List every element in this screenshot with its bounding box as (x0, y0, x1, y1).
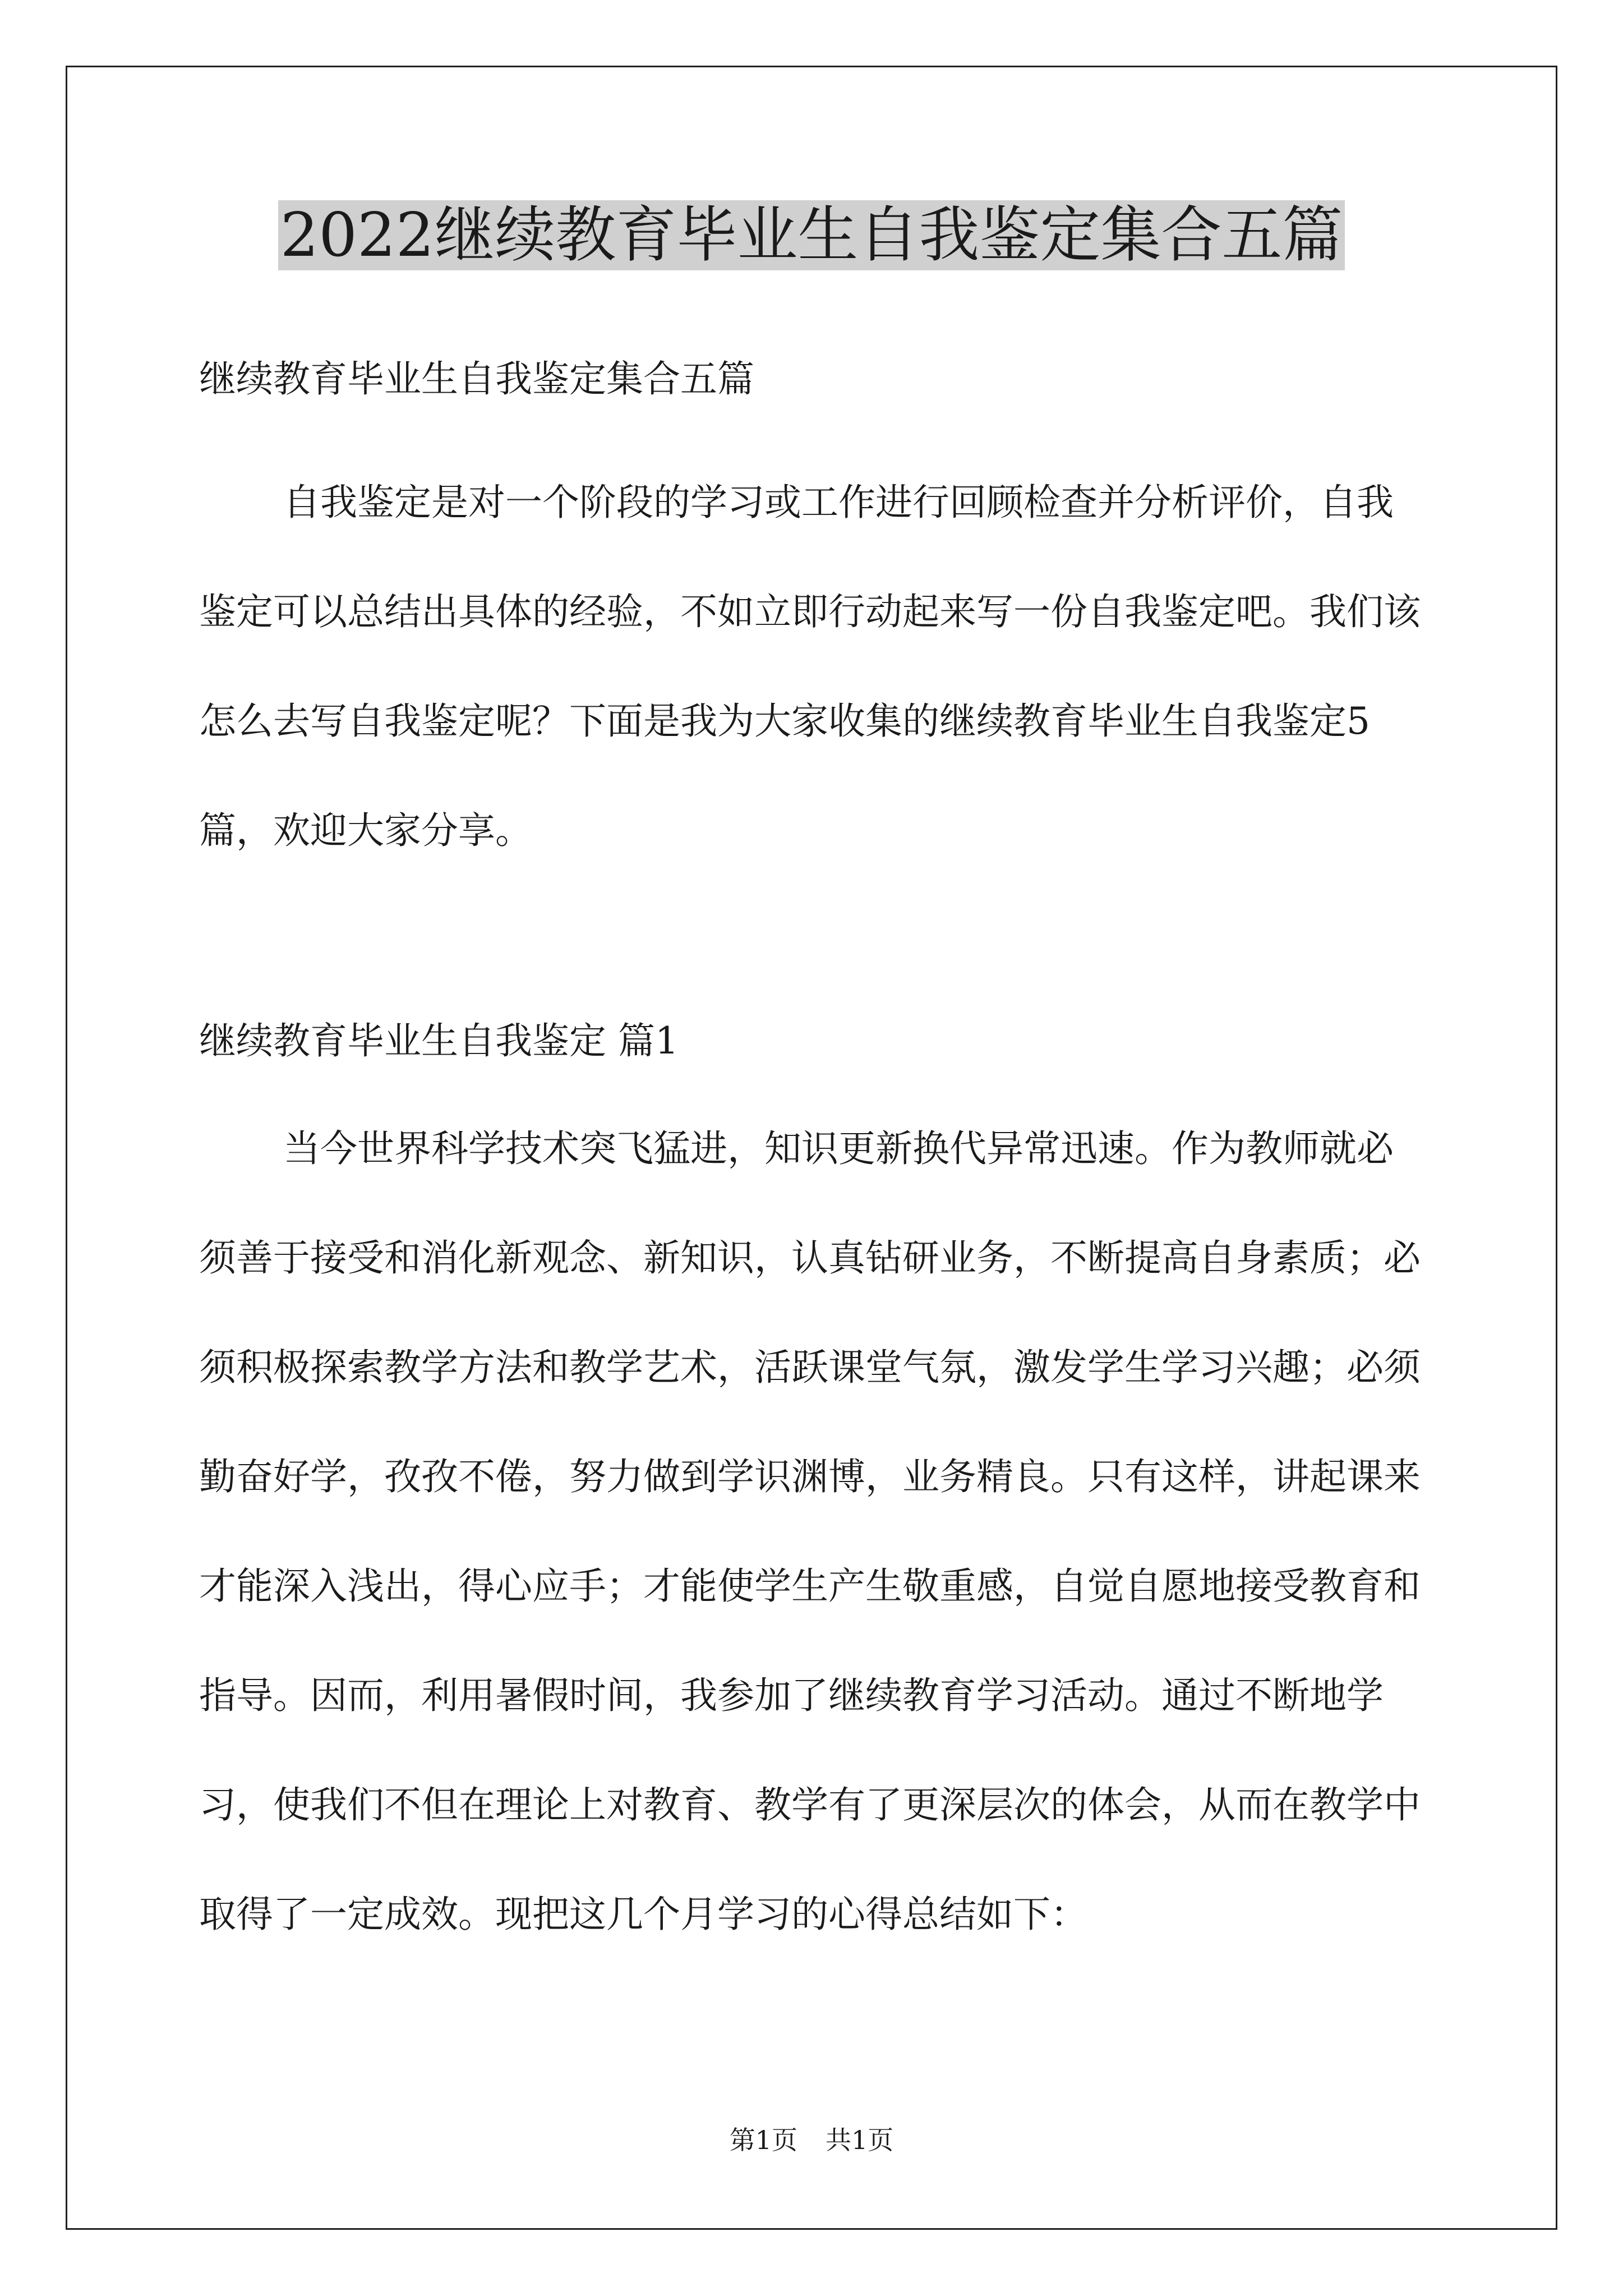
page-number: 第1页 (729, 2125, 797, 2155)
section-paragraph: 当今世界科学技术突飞猛进，知识更新换代异常迅速。作为教师就必须善于接受和消化新观念、新知识，认真钻研业务，不断提高自身素质；必须积极探索教学方法和教学艺术，活跃课堂气氛，激发学生学习兴趣；必须勤奋好学，孜孜不倦，努力做到学识渊博，业务精良。只有这样，讲起课来才能深入浅出，得心应手；才能使学生产生敬重感，自觉自愿地接受教育和指导。因而，利用暑假时间，我参加了继续教育学习活动。通过不断地学习，使我们不但在理论上对教育、教学有了更深层次的体会，从而在教学中取得了一定成效。现把这几个月学习的心得总结如下： (199, 1127, 1421, 1936)
document-title (0, 194, 1623, 278)
document-title-text: 2022继续教育毕业生自我鉴定集合五篇 (278, 200, 1345, 270)
document-subtitle: 继续教育毕业生自我鉴定集合五篇 (199, 357, 754, 401)
section-heading: 继续教育毕业生自我鉴定 篇1 (199, 1019, 679, 1062)
page-total: 共1页 (826, 2125, 894, 2155)
intro-paragraph: 自我鉴定是对一个阶段的学习或工作进行回顾检查并分析评价，自我鉴定可以总结出具体的经验，不如立即行动起来写一份自我鉴定吧。我们该怎么去写自我鉴定呢？下面是我为大家收集的继续教育毕业生自我鉴定5篇，欢迎大家分享。 (199, 481, 1421, 852)
page-footer (0, 2123, 1623, 2157)
